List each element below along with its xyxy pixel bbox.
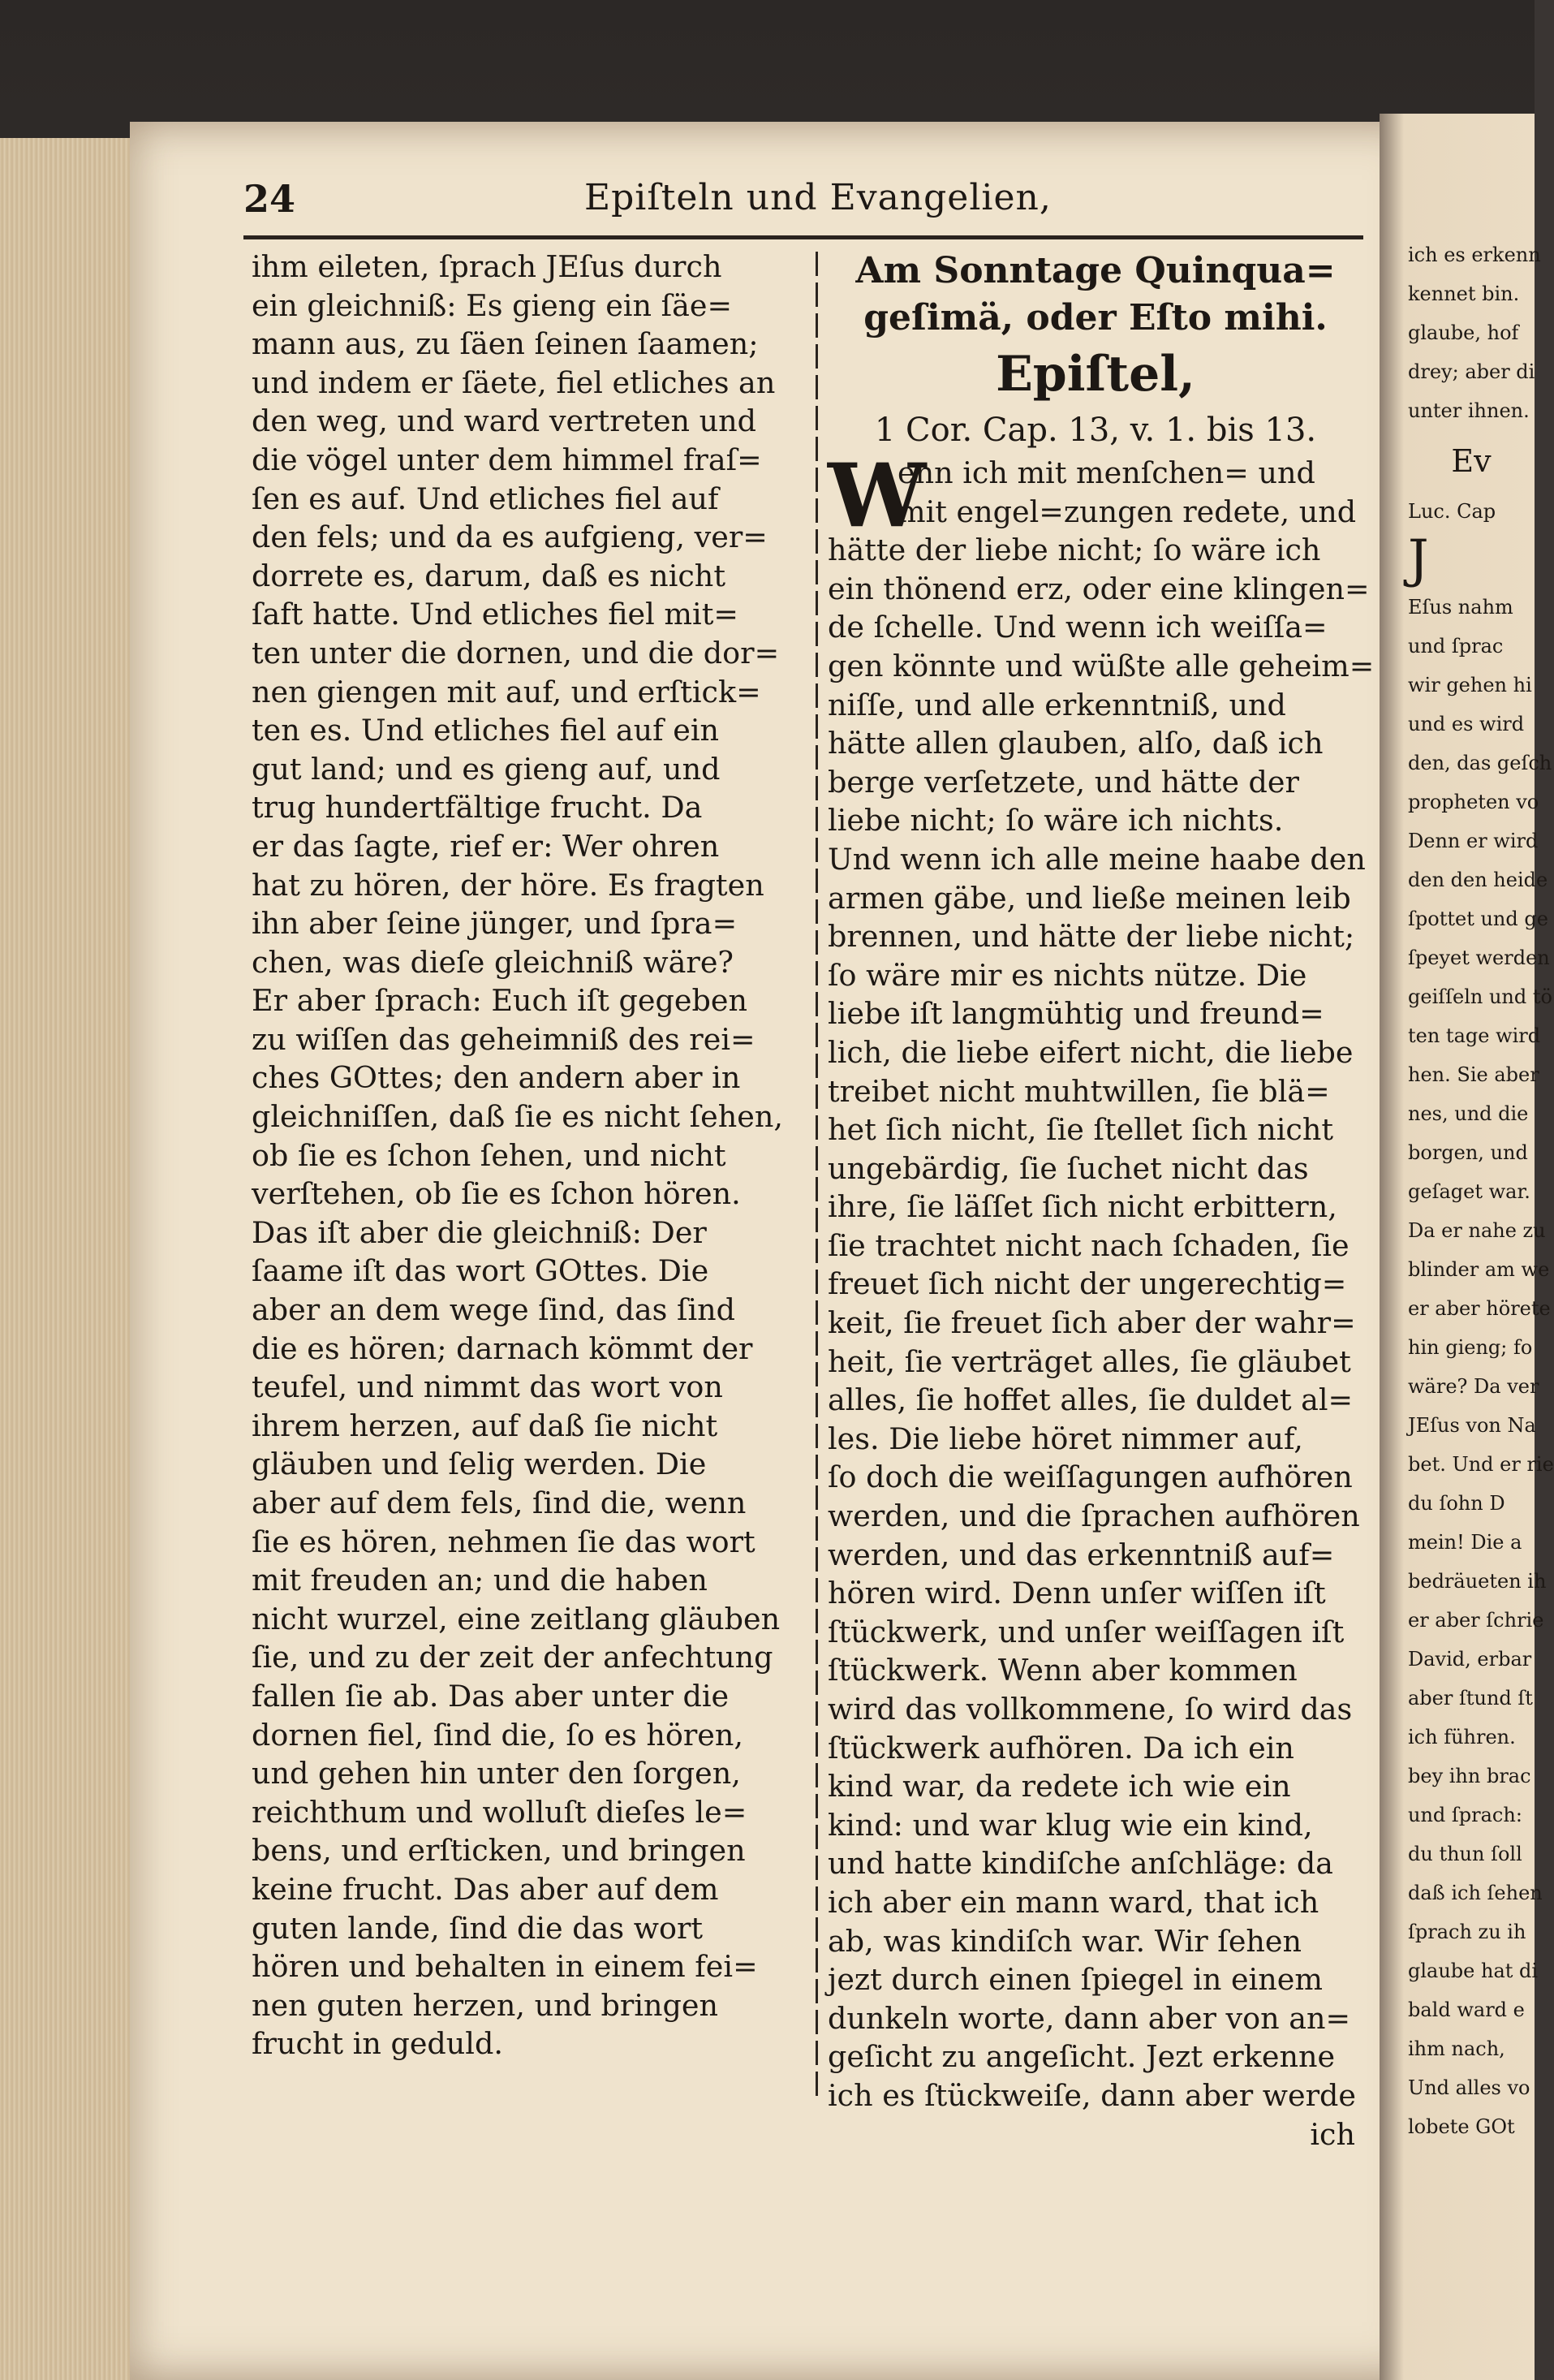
facing-text-line: glaube hat di (1408, 1960, 1539, 1982)
text-line: jezt durch einen ſpiegel in einem (828, 1962, 1323, 1998)
text-line: freuet ſich nicht der ungerechtig= (828, 1266, 1347, 1302)
facing-heading: Ev (1451, 443, 1492, 479)
facing-text-line: mein! Die a (1408, 1531, 1522, 1554)
facing-text-line: ſpeyet werden (1408, 946, 1550, 969)
facing-text-line: ich führen. (1408, 1726, 1516, 1748)
text-line: teufel, und nimmt das wort von (252, 1369, 723, 1405)
text-line: lich, die liebe eifert nicht, die liebe (828, 1034, 1354, 1070)
facing-text-line: er aber ſchrie (1408, 1609, 1544, 1632)
facing-text-line: hen. Sie aber (1408, 1063, 1539, 1086)
facing-text-line: du ſohn D (1408, 1492, 1505, 1515)
text-line: ich es ſtückweiſe, dann aber werde (828, 2077, 1357, 2113)
text-line: ſo wäre mir es nichts nütze. Die (828, 957, 1307, 993)
facing-text-line: bedräueten ih (1408, 1570, 1547, 1593)
text-line: het ſich nicht, ſie ſtellet ſich nicht (828, 1112, 1334, 1148)
text-line: ſtückwerk. Wenn aber kommen (828, 1653, 1298, 1688)
text-line: nicht wurzel, eine zeitlang gläuben (252, 1601, 781, 1636)
text-line: wird das vollkommene, ſo wird das (828, 1692, 1353, 1727)
text-line: ein thönend erz, oder eine klingen= (828, 571, 1370, 606)
text-line: mit engel=zungen redete, und (898, 494, 1357, 529)
facing-text-line: propheten vo (1408, 791, 1539, 813)
text-line: ſie es hören, nehmen ſie das wort (252, 1524, 755, 1559)
facing-text-line: geiſſeln und tö (1408, 985, 1552, 1008)
text-line: les. Die liebe höret nimmer auf, (828, 1421, 1303, 1456)
text-line: gut land; und es gieng auf, und (252, 751, 721, 787)
text-line: treibet nicht muhtwillen, ſie blä= (828, 1073, 1330, 1109)
facing-text-line: und es wird (1408, 713, 1525, 735)
text-line: ein gleichniß: Es gieng ein ſäe= (252, 287, 733, 323)
left-column (252, 248, 803, 2063)
text-line: ihre, ſie läſſet ſich nicht erbittern, (828, 1189, 1337, 1225)
facing-text-line: aber ſtund ſt (1408, 1687, 1533, 1710)
text-line: aber an dem wege ſind, das ſind (252, 1292, 736, 1328)
facing-text-line: ten tage wird (1408, 1024, 1541, 1047)
catchword: ich (1310, 2116, 1355, 2152)
facing-text-line: daß ich ſehen (1408, 1882, 1543, 1904)
text-line: nen guten herzen, und bringen (252, 1987, 719, 2023)
text-line: alles, ſie hoffet alles, ſie duldet al= (828, 1382, 1354, 1418)
facing-text-line: er aber hörete (1408, 1297, 1551, 1320)
text-line: brennen, und hätte der liebe nicht; (828, 919, 1355, 955)
text-line: dorrete es, darum, daß es nicht (252, 558, 725, 593)
facing-text-line: geſaget war. (1408, 1180, 1530, 1203)
text-line: nen giengen mit auf, und erſtick= (252, 674, 761, 709)
text-line: ihn aber ſeine jünger, und ſpra= (252, 906, 738, 942)
text-line: ſtückwerk, und unſer weiſſagen iſt (828, 1614, 1345, 1649)
text-line: keine frucht. Das aber auf dem (252, 1871, 719, 1907)
facing-text-line: Eſus nahm (1408, 596, 1513, 619)
text-line: ihrem herzen, auf daß ſie nicht (252, 1408, 718, 1443)
text-line: kind: und war klug wie ein kind, (828, 1807, 1313, 1843)
column-divider (816, 252, 818, 2102)
text-line: berge verſetzete, und hätte der (828, 764, 1299, 800)
text-line: gleichniſſen, daß ſie es nicht ſehen, (252, 1099, 783, 1135)
text-line: ihm eileten, ſprach JEſus durch (252, 249, 722, 284)
text-line: armen gäbe, und ließe meinen leib (828, 880, 1351, 916)
text-line: werden, und die ſprachen aufhören (828, 1498, 1360, 1534)
text-line: trug hundertfältige frucht. Da (252, 790, 703, 826)
text-line: Und wenn ich alle meine haabe den (828, 841, 1366, 877)
text-line: aber auf dem fels, ſind die, wenn (252, 1485, 747, 1520)
facing-text-line: ſprach zu ih (1408, 1921, 1526, 1943)
facing-text-line: ſpottet und ge (1408, 908, 1548, 930)
facing-text-line: blinder am we (1408, 1258, 1550, 1281)
facing-text-line: du thun ſoll (1408, 1843, 1522, 1865)
text-line: fallen ſie ab. Das aber unter die (252, 1678, 730, 1714)
facing-text-line: borgen, und (1408, 1141, 1528, 1164)
text-line: gläuben und ſelig werden. Die (252, 1447, 707, 1482)
text-line: liebe iſt langmühtig und freund= (828, 996, 1324, 1032)
text-line: er das ſagte, rief er: Wer ohren (252, 828, 720, 864)
text-line: und gehen hin unter den ſorgen, (252, 1756, 741, 1791)
dropcap-paragraph (828, 445, 1363, 547)
facing-text-line: nes, und die (1408, 1102, 1529, 1125)
right-column (828, 248, 1375, 2154)
sunday-title-line-2: geſimä, oder Eſto mihi. (863, 297, 1328, 338)
text-line: die es hören; darnach kömmt der (252, 1330, 753, 1366)
text-line: heit, ſie verträget alles, ſie gläubet (828, 1343, 1351, 1379)
facing-text-line: und ſprac (1408, 635, 1504, 658)
text-line: hören wird. Denn unſer wiſſen iſt (828, 1576, 1326, 1611)
header-rule (243, 235, 1363, 239)
text-line: ſie, und zu der zeit der anfechtung (252, 1640, 773, 1675)
text-line: mann aus, zu ſäen ſeinen ſaamen; (252, 326, 759, 362)
text-line: ich aber ein mann ward, that ich (828, 1884, 1319, 1920)
text-line: guten lande, ſind die das wort (252, 1910, 704, 1946)
facing-text-line: JEſus von Na (1408, 1414, 1536, 1437)
text-line: dornen fiel, ſind die, ſo es hören, (252, 1717, 743, 1753)
facing-text-line: drey; aber di (1408, 360, 1535, 383)
text-line: kind war, da redete ich wie ein (828, 1769, 1291, 1804)
text-line: keit, ſie freuet ſich aber der wahr= (828, 1305, 1356, 1341)
facing-text-line: den, das geſch (1408, 752, 1552, 774)
text-line: ten unter die dornen, und die dor= (252, 635, 780, 670)
facing-text-line: bey ihn brac (1408, 1765, 1531, 1787)
facing-text-line: lobete GOt (1408, 2115, 1515, 2138)
text-line: hätte der liebe nicht; ſo wäre ich (828, 532, 1321, 568)
text-line: frucht in geduld. (252, 2026, 503, 2062)
text-line: hören und behalten in einem fei= (252, 1949, 758, 1985)
text-line: dunkeln worte, dann aber von an= (828, 2000, 1351, 2036)
text-line: Das iſt aber die gleichniß: Der (252, 1214, 707, 1250)
text-line: niſſe, und alle erkenntniß, und (828, 687, 1286, 722)
text-line: zu wiſſen das geheimniß des rei= (252, 1021, 755, 1057)
text-line: den weg, und ward vertreten und (252, 403, 757, 439)
page-edges (0, 138, 146, 2380)
text-line: ſen es auf. Und etliches fiel auf (252, 481, 719, 516)
text-line: ſaft hatte. Und etliches fiel mit= (252, 597, 738, 632)
text-line: mit freuden an; und die haben (252, 1563, 708, 1598)
facing-text-line: David, erbar (1408, 1648, 1532, 1671)
page-number: 24 (243, 177, 296, 221)
page-header (243, 177, 1363, 226)
epistle-heading: Epiſtel, (996, 346, 1195, 403)
text-line: ſaame iſt das wort GOttes. Die (252, 1253, 709, 1289)
facing-text-line: wäre? Da ver (1408, 1375, 1539, 1398)
running-title: Epiſteln und Evangelien, (584, 177, 1052, 218)
text-line: ches GOttes; den andern aber in (252, 1060, 741, 1096)
text-line: ob ſie es ſchon ſehen, und nicht (252, 1137, 726, 1173)
facing-text-line: den den heide (1408, 869, 1548, 891)
facing-text-line: unter ihnen. (1408, 399, 1530, 422)
text-line: gen könnte und wüßte alle geheim= (828, 648, 1375, 683)
facing-text-line: Denn er wird (1408, 830, 1539, 852)
text-line: reichthum und wolluſt dieſes le= (252, 1794, 747, 1830)
text-line: de ſchelle. Und wenn ich weiſſa= (828, 610, 1328, 645)
text-line: und indem er ſäete, fiel etliches an (252, 364, 776, 400)
dropcap-letter: W (828, 445, 927, 547)
text-line: ab, was kindiſch war. Wir ſehen (828, 1923, 1302, 1959)
text-line: liebe nicht; ſo wäre ich nichts. (828, 803, 1284, 839)
text-line: werden, und das erkenntniß auf= (828, 1537, 1335, 1572)
facing-text-line: ihm nach, (1408, 2037, 1505, 2060)
facing-text-line: Da er nahe zu (1408, 1219, 1546, 1242)
facing-reference: Luc. Cap (1408, 500, 1496, 523)
text-line: Er aber ſprach: Euch iſt gegeben (252, 983, 747, 1019)
facing-page-text (1408, 235, 1554, 2146)
text-line: und hatte kindiſche anſchläge: da (828, 1846, 1333, 1882)
text-line: ſie trachtet nicht nach ſchaden, ſie (828, 1227, 1350, 1263)
scripture-reference: 1 Cor. Cap. 13, v. 1. bis 13. (874, 412, 1317, 449)
text-line: ſtückwerk aufhören. Da ich ein (828, 1730, 1294, 1766)
text-line: hätte allen glauben, alſo, daß ich (828, 726, 1324, 761)
facing-text-line: kennet bin. (1408, 282, 1520, 305)
text-line: enn ich mit menſchen= und (898, 455, 1315, 490)
text-line: verſtehen, ob ſie es ſchon hören. (252, 1176, 741, 1212)
text-line: geſicht zu angeſicht. Jezt erkenne (828, 2039, 1336, 2075)
text-line: die vögel unter dem himmel fraſ= (252, 442, 762, 477)
facing-text-line: wir gehen hi (1408, 674, 1532, 696)
facing-dropcap: J (1408, 529, 1429, 589)
text-line: hat zu hören, der höre. Es fragten (252, 867, 764, 903)
text-line: ſo doch die weiſſagungen aufhören (828, 1459, 1353, 1495)
facing-text-line: Und alles vo (1408, 2076, 1530, 2099)
text-line: ten es. Und etliches fiel auf ein (252, 713, 720, 748)
text-line: den fels; und da es aufgieng, ver= (252, 520, 768, 555)
text-line: ungebärdig, ſie ſuchet nicht das (828, 1150, 1309, 1186)
text-line: bens, und erſticken, und bringen (252, 1833, 746, 1869)
facing-text-line: bet. Und er rie (1408, 1453, 1554, 1476)
facing-text-line: glaube, hof (1408, 321, 1519, 344)
text-line: chen, was dieſe gleichniß wäre? (252, 944, 734, 980)
facing-text-line: bald ward e (1408, 1998, 1525, 2021)
facing-text-line: ich es erkenn (1408, 244, 1541, 266)
facing-text-line: hin gieng; fo (1408, 1336, 1533, 1359)
epistle-body (828, 531, 1375, 2115)
sunday-title-line-1: Am Sonntage Quinqua= (855, 250, 1336, 291)
facing-text-line: und ſprach: (1408, 1804, 1522, 1826)
